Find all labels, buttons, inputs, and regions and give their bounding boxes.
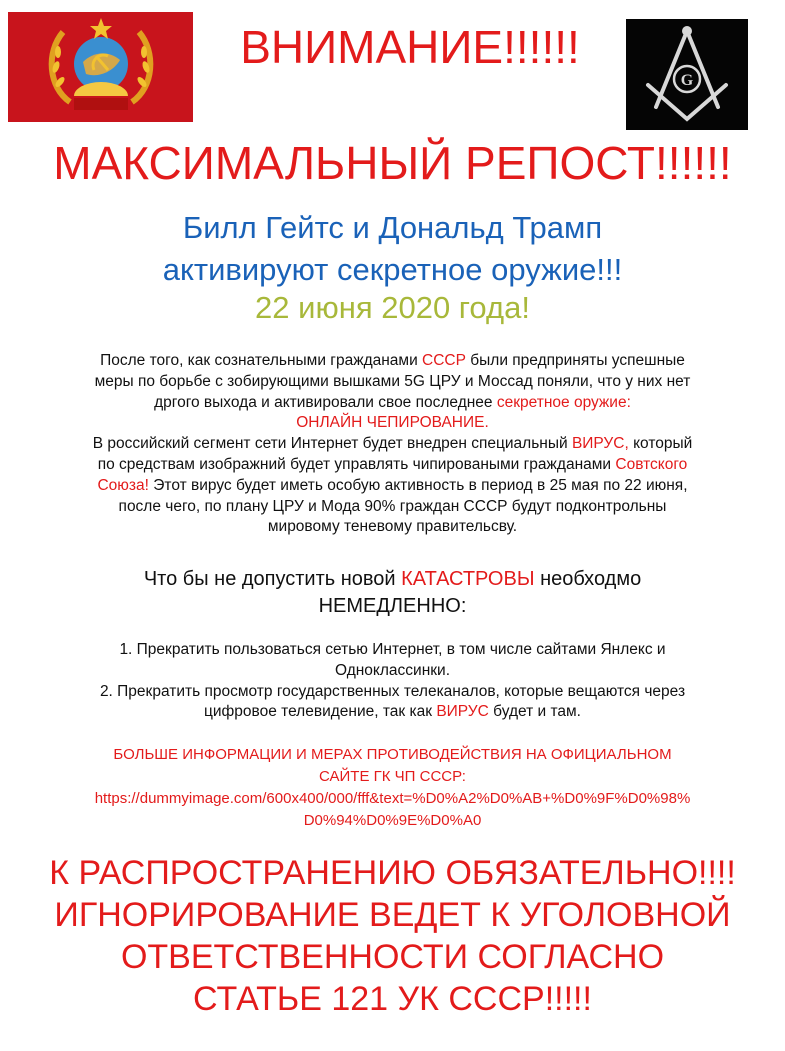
info-line: САЙТЕ ГК ЧП СССР:: [319, 768, 466, 785]
info-block: [0, 744, 785, 832]
square-compass-icon: [626, 19, 748, 130]
final-line: К РАСПРОСТРАНЕНИЮ ОБЯЗАТЕЛЬНО!!!!: [49, 854, 736, 892]
body-line: ОНЛАЙН ЧЕПИРОВАНИЕ.: [296, 414, 489, 432]
list-item: 1. Прекратить пользоваться сетью Интернет, в том числе сайтами Янлекс и: [119, 641, 666, 658]
page-title: ВНИМАНИЕ!!!!!!: [240, 21, 580, 73]
headline-date: 22 июня 2020 года!: [255, 290, 530, 325]
body-text: [0, 351, 785, 538]
masonic-image: [626, 19, 748, 130]
instruction-list: [0, 640, 785, 723]
highlight: ВИРУС: [436, 703, 489, 721]
list-item: [0, 702, 785, 723]
body-line: [0, 393, 785, 414]
svg-text:G: G: [680, 72, 694, 89]
text: который: [628, 435, 693, 453]
final-line: СТАТЬЕ 121 УК СССР!!!!!: [193, 980, 592, 1018]
text: После того, как сознательными гражданами: [100, 352, 423, 369]
text: Этот вирус будет иметь особую активность в период в 25 мая по 22 июня,: [148, 476, 688, 494]
body-line: меры по борьбе с зобирующими вышками 5G ЦРУ и Моссад поняли, что у них нет: [94, 372, 691, 390]
highlight: ВИРУС,: [571, 435, 629, 453]
text: будет и там.: [488, 703, 581, 721]
text: необходмо: [534, 568, 642, 590]
highlight: КАТАСТРОВЫ: [401, 568, 535, 590]
text: по средствам изображний будет управлять чипироваными гражданами: [97, 455, 616, 473]
text: дргого выхода и активировали свое последнее: [154, 393, 497, 411]
list-item: Одноклассинки.: [334, 661, 451, 679]
headline-line-1: Билл Гейтс и Дональд Трамп: [182, 210, 603, 245]
info-url[interactable]: https://dummyimage.com/600x400/000/fff&text=%D0%A2%D0%AB+%D0%9F%D0%98%: [94, 790, 691, 807]
repost-heading: МАКСИМАЛЬНЫЙ РЕПОСТ!!!!!!: [53, 137, 732, 189]
headline-line-2: активируют секретное оружие!!!: [162, 252, 623, 287]
list-item: 2. Прекратить просмотр государственных телеканалов, которые вещаются через: [99, 682, 686, 700]
warning-line: [0, 566, 785, 593]
highlight: Союза!: [97, 476, 149, 494]
highlight: СССР: [422, 352, 466, 369]
warning-line: НЕМЕДЛЕННО:: [318, 595, 467, 617]
info-line: БОЛЬШЕ ИНФОРМАЦИИ И МЕРАХ ПРОТИВОДЕЙСТВИЯ НА ОФИЦИАЛЬНОМ: [113, 746, 672, 763]
ussr-emblem-icon: [8, 12, 193, 122]
info-url[interactable]: D0%94%D0%9E%D0%A0: [303, 812, 482, 829]
body-line: [0, 455, 785, 476]
text: В российский сегмент сети Интернет будет внедрен специальный: [92, 435, 572, 453]
body-line: [0, 351, 785, 372]
text: цифровое телевидение, так как: [204, 703, 437, 721]
text: были предприняты успешные: [465, 352, 685, 369]
final-warning: [0, 852, 785, 1020]
highlight: секретное оружие:: [496, 393, 631, 411]
final-line: ОТВЕТСТВЕННОСТИ СОГЛАСНО: [120, 938, 665, 976]
body-line: [0, 476, 785, 497]
warning-text: [0, 566, 785, 620]
body-line: после чего, по плану ЦРУ и Мода 90% граждан СССР будут подконтрольны: [118, 497, 667, 515]
ussr-emblem-image: [8, 12, 193, 122]
final-line: ИГНОРИРОВАНИЕ ВЕДЕТ К УГОЛОВНОЙ: [54, 896, 731, 934]
body-line: мировому теневому правительсву.: [267, 518, 518, 536]
text: Что бы не допустить новой: [143, 568, 402, 590]
highlight: Совтского: [615, 455, 688, 473]
body-line: [0, 434, 785, 455]
